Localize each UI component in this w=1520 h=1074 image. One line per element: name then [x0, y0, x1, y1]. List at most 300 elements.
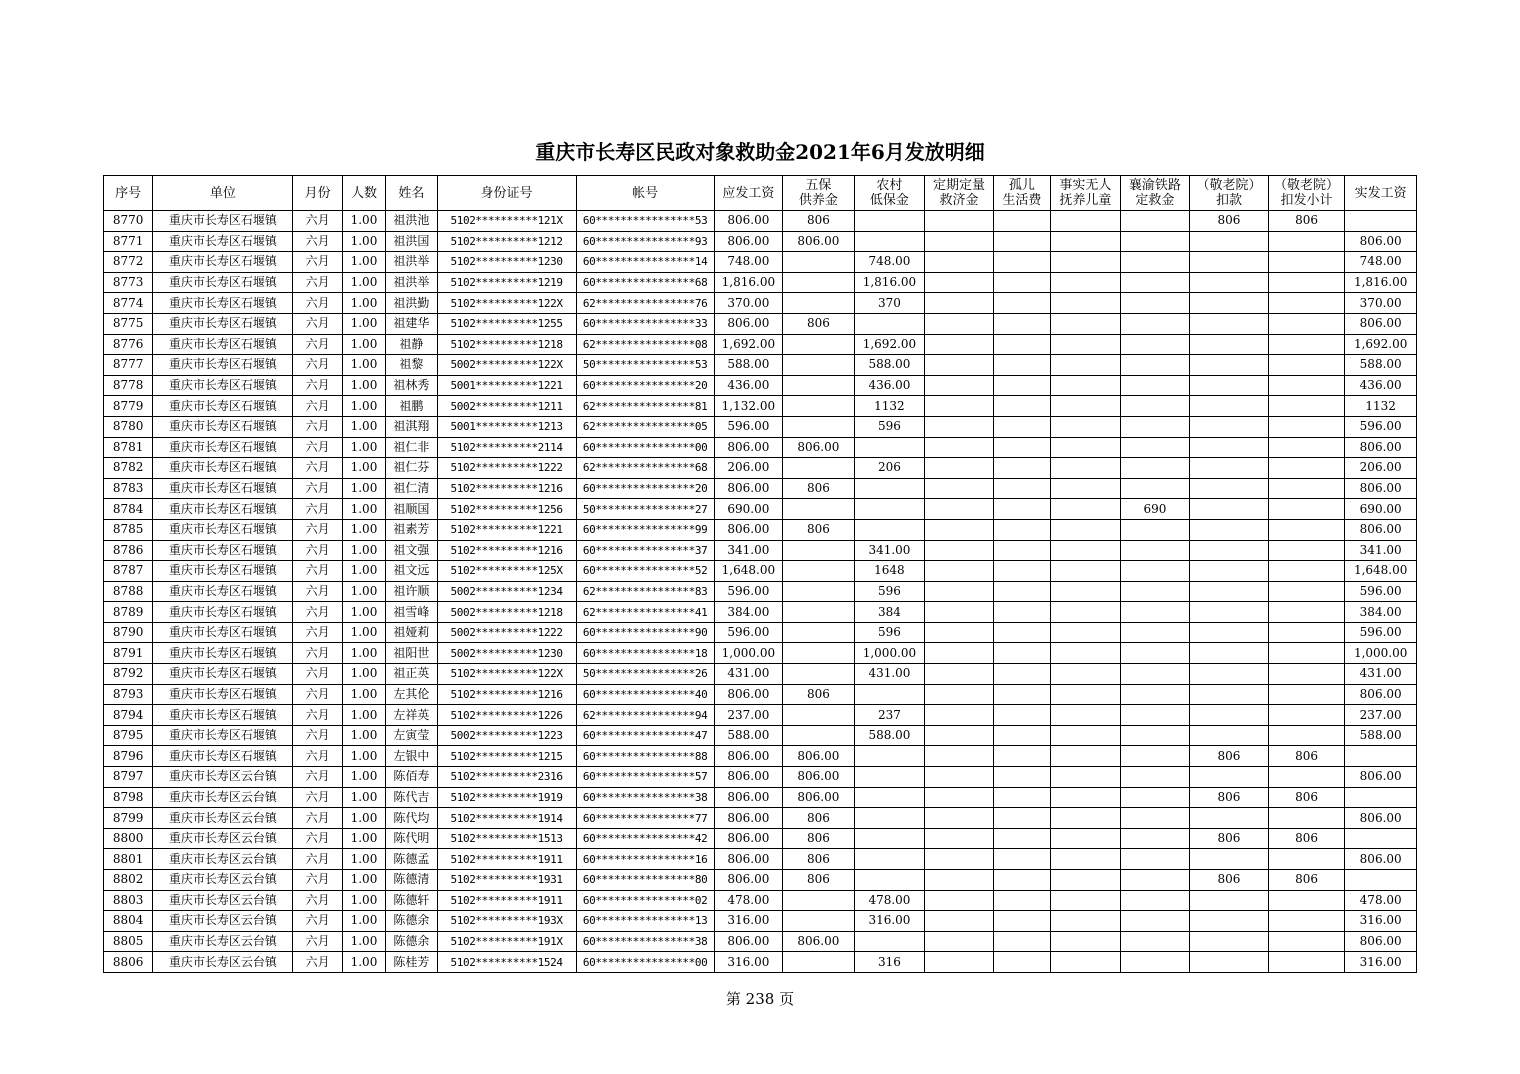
- table-cell: 5002**********1223: [437, 725, 576, 746]
- table-cell: [925, 375, 994, 396]
- table-cell: [783, 416, 855, 437]
- table-cell: [1190, 272, 1269, 293]
- table-cell: 重庆市长寿区云台镇: [153, 870, 293, 891]
- table-cell: 5102**********1919: [437, 787, 576, 808]
- table-cell: [1190, 581, 1269, 602]
- table-row: [104, 519, 1417, 540]
- table-cell: 8805: [104, 931, 153, 952]
- table-cell: [1051, 499, 1121, 520]
- table-cell: 祖建华: [386, 313, 437, 334]
- table-cell: [1190, 458, 1269, 479]
- table-cell: 六月: [293, 684, 342, 705]
- table-cell: [1268, 767, 1345, 788]
- table-cell: 1.00: [342, 252, 385, 273]
- table-cell: 陈代均: [386, 808, 437, 829]
- table-cell: [783, 334, 855, 355]
- table-cell: [1345, 746, 1417, 767]
- table-cell: [925, 602, 994, 623]
- table-cell: 60****************47: [576, 725, 714, 746]
- table-cell: [925, 911, 994, 932]
- table-cell: 748.00: [854, 252, 925, 273]
- table-cell: 重庆市长寿区石堰镇: [153, 725, 293, 746]
- table-cell: [1268, 911, 1345, 932]
- table-cell: 祖静: [386, 334, 437, 355]
- table-cell: 806.00: [1345, 931, 1417, 952]
- table-row: [104, 787, 1417, 808]
- table-cell: [925, 808, 994, 829]
- table-cell: [1120, 622, 1190, 643]
- table-cell: 六月: [293, 622, 342, 643]
- table-cell: 370.00: [714, 293, 783, 314]
- table-cell: [993, 231, 1050, 252]
- table-cell: 六月: [293, 396, 342, 417]
- table-cell: [993, 931, 1050, 952]
- table-cell: [1268, 437, 1345, 458]
- table-cell: 1,692.00: [854, 334, 925, 355]
- table-cell: [1268, 602, 1345, 623]
- table-cell: 60****************18: [576, 643, 714, 664]
- table-cell: [925, 561, 994, 582]
- table-cell: [925, 252, 994, 273]
- table-cell: 1132: [1345, 396, 1417, 417]
- table-cell: 806.00: [1345, 437, 1417, 458]
- table-cell: [783, 458, 855, 479]
- table-cell: [1120, 787, 1190, 808]
- table-row: [104, 931, 1417, 952]
- table-cell: 596.00: [1345, 416, 1417, 437]
- table-cell: 重庆市长寿区云台镇: [153, 931, 293, 952]
- table-body: [104, 211, 1417, 973]
- table-cell: 8778: [104, 375, 153, 396]
- table-cell: 237.00: [1345, 705, 1417, 726]
- table-cell: [1051, 375, 1121, 396]
- table-cell: [1268, 272, 1345, 293]
- table-cell: 六月: [293, 375, 342, 396]
- table-cell: [783, 581, 855, 602]
- table-cell: 384.00: [714, 602, 783, 623]
- table-cell: [1051, 581, 1121, 602]
- table-cell: [1051, 478, 1121, 499]
- table-cell: [1268, 931, 1345, 952]
- table-cell: 1.00: [342, 931, 385, 952]
- table-cell: [1051, 849, 1121, 870]
- table-cell: [783, 725, 855, 746]
- table-cell: [854, 437, 925, 458]
- table-cell: [1268, 849, 1345, 870]
- table-cell: 祖淇翔: [386, 416, 437, 437]
- table-cell: [925, 705, 994, 726]
- table-cell: 六月: [293, 952, 342, 973]
- table-row: [104, 561, 1417, 582]
- table-cell: [993, 643, 1050, 664]
- table-cell: 祖雪峰: [386, 602, 437, 623]
- table-cell: 1,000.00: [714, 643, 783, 664]
- table-cell: [925, 890, 994, 911]
- table-cell: 1,816.00: [854, 272, 925, 293]
- table-cell: 431.00: [714, 664, 783, 685]
- table-cell: [925, 767, 994, 788]
- table-cell: [1051, 828, 1121, 849]
- table-cell: [925, 643, 994, 664]
- table-cell: [1051, 231, 1121, 252]
- table-cell: [783, 705, 855, 726]
- table-cell: 384.00: [1345, 602, 1417, 623]
- table-cell: [993, 828, 1050, 849]
- table-cell: [1051, 622, 1121, 643]
- table-cell: [993, 437, 1050, 458]
- table-cell: 60****************20: [576, 478, 714, 499]
- table-cell: 祖洪举: [386, 272, 437, 293]
- table-cell: 8784: [104, 499, 153, 520]
- table-cell: [854, 519, 925, 540]
- table-cell: 806.00: [714, 211, 783, 232]
- table-cell: 重庆市长寿区石堰镇: [153, 602, 293, 623]
- table-cell: [1268, 890, 1345, 911]
- table-cell: 5002**********1230: [437, 643, 576, 664]
- table-cell: 806.00: [714, 849, 783, 870]
- table-cell: 左其伦: [386, 684, 437, 705]
- table-cell: [1190, 602, 1269, 623]
- table-cell: 重庆市长寿区石堰镇: [153, 396, 293, 417]
- table-cell: 62****************81: [576, 396, 714, 417]
- table-cell: [1051, 540, 1121, 561]
- table-cell: 六月: [293, 664, 342, 685]
- table-cell: [1268, 808, 1345, 829]
- table-cell: [1120, 828, 1190, 849]
- table-cell: [1268, 705, 1345, 726]
- table-cell: 806: [783, 519, 855, 540]
- table-cell: [993, 952, 1050, 973]
- table-cell: 六月: [293, 787, 342, 808]
- table-cell: 1.00: [342, 622, 385, 643]
- table-cell: [1190, 952, 1269, 973]
- table-cell: 陈桂芳: [386, 952, 437, 973]
- table-cell: [925, 787, 994, 808]
- table-cell: 806: [1190, 211, 1269, 232]
- table-cell: 重庆市长寿区云台镇: [153, 952, 293, 973]
- table-cell: 重庆市长寿区石堰镇: [153, 561, 293, 582]
- table-cell: [1190, 416, 1269, 437]
- table-cell: 8799: [104, 808, 153, 829]
- table-cell: 重庆市长寿区石堰镇: [153, 313, 293, 334]
- table-cell: 206: [854, 458, 925, 479]
- table-row: [104, 540, 1417, 561]
- table-cell: [1345, 870, 1417, 891]
- table-cell: [1190, 334, 1269, 355]
- table-cell: 5102**********1222: [437, 458, 576, 479]
- table-cell: 8785: [104, 519, 153, 540]
- table-cell: [1268, 664, 1345, 685]
- table-cell: 596.00: [1345, 622, 1417, 643]
- table-cell: 806.00: [714, 787, 783, 808]
- table-cell: 60****************38: [576, 931, 714, 952]
- table-cell: 60****************42: [576, 828, 714, 849]
- table-cell: 596: [854, 581, 925, 602]
- table-cell: 8772: [104, 252, 153, 273]
- table-cell: 8804: [104, 911, 153, 932]
- table-cell: [1268, 622, 1345, 643]
- column-header: 身份证号: [437, 176, 576, 211]
- table-cell: 690.00: [1345, 499, 1417, 520]
- table-cell: 62****************41: [576, 602, 714, 623]
- table-cell: [993, 416, 1050, 437]
- table-cell: 5002**********1234: [437, 581, 576, 602]
- table-cell: 806.00: [714, 313, 783, 334]
- table-cell: 60****************53: [576, 211, 714, 232]
- table-cell: 1,648.00: [714, 561, 783, 582]
- table-cell: 陈德余: [386, 911, 437, 932]
- table-row: [104, 684, 1417, 705]
- table-cell: [1120, 870, 1190, 891]
- table-cell: 1,692.00: [714, 334, 783, 355]
- table-cell: 祖素芳: [386, 519, 437, 540]
- table-cell: [1051, 519, 1121, 540]
- table-cell: 60****************20: [576, 375, 714, 396]
- table-cell: 5102**********193X: [437, 911, 576, 932]
- table-cell: 重庆市长寿区石堰镇: [153, 272, 293, 293]
- table-cell: 六月: [293, 272, 342, 293]
- table-cell: 重庆市长寿区石堰镇: [153, 334, 293, 355]
- table-cell: 806.00: [714, 478, 783, 499]
- table-cell: [925, 416, 994, 437]
- table-cell: [993, 375, 1050, 396]
- table-cell: 806: [1190, 870, 1269, 891]
- table-cell: [1051, 334, 1121, 355]
- table-cell: [783, 272, 855, 293]
- table-row: [104, 952, 1417, 973]
- table-cell: [783, 890, 855, 911]
- table-cell: [854, 849, 925, 870]
- table-cell: 祖娅莉: [386, 622, 437, 643]
- table-cell: 8792: [104, 664, 153, 685]
- table-cell: 806.00: [783, 787, 855, 808]
- table-cell: 六月: [293, 581, 342, 602]
- table-cell: 六月: [293, 334, 342, 355]
- table-cell: [1190, 375, 1269, 396]
- table-cell: 1.00: [342, 952, 385, 973]
- table-cell: [1345, 828, 1417, 849]
- table-cell: [1120, 396, 1190, 417]
- table-cell: 祖洪勤: [386, 293, 437, 314]
- column-header: 农村 低保金: [854, 176, 925, 211]
- table-cell: 1.00: [342, 458, 385, 479]
- table-cell: [1120, 911, 1190, 932]
- table-cell: 祖黎: [386, 355, 437, 376]
- table-cell: [1268, 519, 1345, 540]
- table-cell: [993, 540, 1050, 561]
- table-cell: [1051, 272, 1121, 293]
- table-cell: 596.00: [714, 622, 783, 643]
- table-cell: [1268, 540, 1345, 561]
- table-cell: 1.00: [342, 787, 385, 808]
- table-cell: [1268, 478, 1345, 499]
- table-row: [104, 211, 1417, 232]
- table-cell: [1051, 684, 1121, 705]
- table-cell: [1051, 396, 1121, 417]
- table-row: [104, 231, 1417, 252]
- table-cell: [854, 211, 925, 232]
- table-cell: 祖洪国: [386, 231, 437, 252]
- table-cell: [993, 602, 1050, 623]
- table-row: [104, 416, 1417, 437]
- table-cell: [1051, 602, 1121, 623]
- table-cell: [1120, 890, 1190, 911]
- table-cell: [993, 767, 1050, 788]
- table-cell: [783, 293, 855, 314]
- table-cell: 5102**********1914: [437, 808, 576, 829]
- table-cell: [925, 396, 994, 417]
- table-cell: 重庆市长寿区石堰镇: [153, 231, 293, 252]
- table-cell: 806.00: [1345, 313, 1417, 334]
- table-cell: [1051, 705, 1121, 726]
- table-cell: 六月: [293, 437, 342, 458]
- table-cell: 1.00: [342, 746, 385, 767]
- table-cell: 60****************68: [576, 272, 714, 293]
- table-cell: 806.00: [714, 746, 783, 767]
- table-cell: [993, 664, 1050, 685]
- table-cell: 806: [783, 828, 855, 849]
- table-cell: 316: [854, 952, 925, 973]
- table-cell: [1190, 231, 1269, 252]
- table-cell: 60****************00: [576, 437, 714, 458]
- table-cell: [993, 808, 1050, 829]
- table-cell: [1051, 293, 1121, 314]
- table-cell: 8776: [104, 334, 153, 355]
- table-cell: 1.00: [342, 375, 385, 396]
- table-cell: [783, 355, 855, 376]
- table-cell: [1190, 313, 1269, 334]
- table-cell: 六月: [293, 725, 342, 746]
- table-cell: 316.00: [714, 911, 783, 932]
- table-row: [104, 746, 1417, 767]
- table-cell: 六月: [293, 478, 342, 499]
- table-cell: 806.00: [1345, 478, 1417, 499]
- table-cell: 806: [1190, 746, 1269, 767]
- table-cell: [783, 622, 855, 643]
- table-cell: [854, 931, 925, 952]
- table-cell: [1051, 911, 1121, 932]
- table-cell: 8798: [104, 787, 153, 808]
- table-cell: 1.00: [342, 890, 385, 911]
- table-cell: [1051, 767, 1121, 788]
- table-cell: 六月: [293, 767, 342, 788]
- table-cell: 748.00: [714, 252, 783, 273]
- table-cell: 806.00: [714, 437, 783, 458]
- table-cell: 806: [783, 849, 855, 870]
- table-cell: [1120, 725, 1190, 746]
- table-cell: [993, 519, 1050, 540]
- table-cell: 478.00: [1345, 890, 1417, 911]
- table-cell: [1268, 375, 1345, 396]
- table-cell: 5002**********1222: [437, 622, 576, 643]
- table-row: [104, 725, 1417, 746]
- table-cell: 祖鹏: [386, 396, 437, 417]
- table-cell: 8790: [104, 622, 153, 643]
- table-cell: 1.00: [342, 725, 385, 746]
- table-cell: [854, 684, 925, 705]
- column-header: 应发工资: [714, 176, 783, 211]
- table-cell: 50****************26: [576, 664, 714, 685]
- table-cell: [1268, 334, 1345, 355]
- table-cell: 806.00: [783, 437, 855, 458]
- table-cell: 60****************38: [576, 787, 714, 808]
- table-cell: 596: [854, 622, 925, 643]
- table-cell: [1051, 746, 1121, 767]
- table-cell: 5001**********1213: [437, 416, 576, 437]
- table-cell: [925, 519, 994, 540]
- table-cell: 1,000.00: [854, 643, 925, 664]
- table-cell: [1120, 931, 1190, 952]
- table-cell: 806.00: [714, 808, 783, 829]
- table-cell: 重庆市长寿区石堰镇: [153, 643, 293, 664]
- table-cell: 重庆市长寿区云台镇: [153, 849, 293, 870]
- table-cell: 806.00: [714, 767, 783, 788]
- table-cell: 431.00: [854, 664, 925, 685]
- table-cell: 重庆市长寿区石堰镇: [153, 684, 293, 705]
- table-cell: 5002**********1218: [437, 602, 576, 623]
- table-cell: 祖阳世: [386, 643, 437, 664]
- table-cell: 陈德轩: [386, 890, 437, 911]
- table-cell: 祖仁芬: [386, 458, 437, 479]
- table-row: [104, 664, 1417, 685]
- table-cell: [925, 581, 994, 602]
- table-cell: 806.00: [1345, 767, 1417, 788]
- table-cell: 806: [783, 684, 855, 705]
- table-cell: [1120, 705, 1190, 726]
- table-cell: [1051, 952, 1121, 973]
- table-cell: [993, 499, 1050, 520]
- table-cell: 60****************93: [576, 231, 714, 252]
- table-cell: 8770: [104, 211, 153, 232]
- table-cell: [1051, 252, 1121, 273]
- table-cell: 62****************05: [576, 416, 714, 437]
- table-cell: 1.00: [342, 334, 385, 355]
- table-cell: 8788: [104, 581, 153, 602]
- table-cell: 1.00: [342, 870, 385, 891]
- table-cell: [1051, 561, 1121, 582]
- column-header: 序号: [104, 176, 153, 211]
- table-cell: 806.00: [783, 746, 855, 767]
- table-cell: [1268, 499, 1345, 520]
- table-cell: [993, 293, 1050, 314]
- table-cell: [1120, 643, 1190, 664]
- table-cell: [1190, 767, 1269, 788]
- table-cell: 重庆市长寿区石堰镇: [153, 293, 293, 314]
- table-cell: 806.00: [783, 767, 855, 788]
- table-cell: [993, 272, 1050, 293]
- table-cell: 5102**********1226: [437, 705, 576, 726]
- table-cell: 62****************08: [576, 334, 714, 355]
- table-cell: [1190, 478, 1269, 499]
- table-cell: [993, 211, 1050, 232]
- table-cell: 1.00: [342, 561, 385, 582]
- table-cell: [1120, 437, 1190, 458]
- table-cell: [993, 458, 1050, 479]
- table-cell: 384: [854, 602, 925, 623]
- table-cell: [925, 437, 994, 458]
- table-cell: [925, 684, 994, 705]
- table-cell: 1648: [854, 561, 925, 582]
- table-cell: [1190, 519, 1269, 540]
- table-cell: [1051, 787, 1121, 808]
- table-cell: 5102**********1215: [437, 746, 576, 767]
- table-cell: 806.00: [783, 931, 855, 952]
- table-cell: [1268, 581, 1345, 602]
- table-row: [104, 622, 1417, 643]
- table-cell: 748.00: [1345, 252, 1417, 273]
- table-cell: 60****************14: [576, 252, 714, 273]
- table-cell: 1.00: [342, 211, 385, 232]
